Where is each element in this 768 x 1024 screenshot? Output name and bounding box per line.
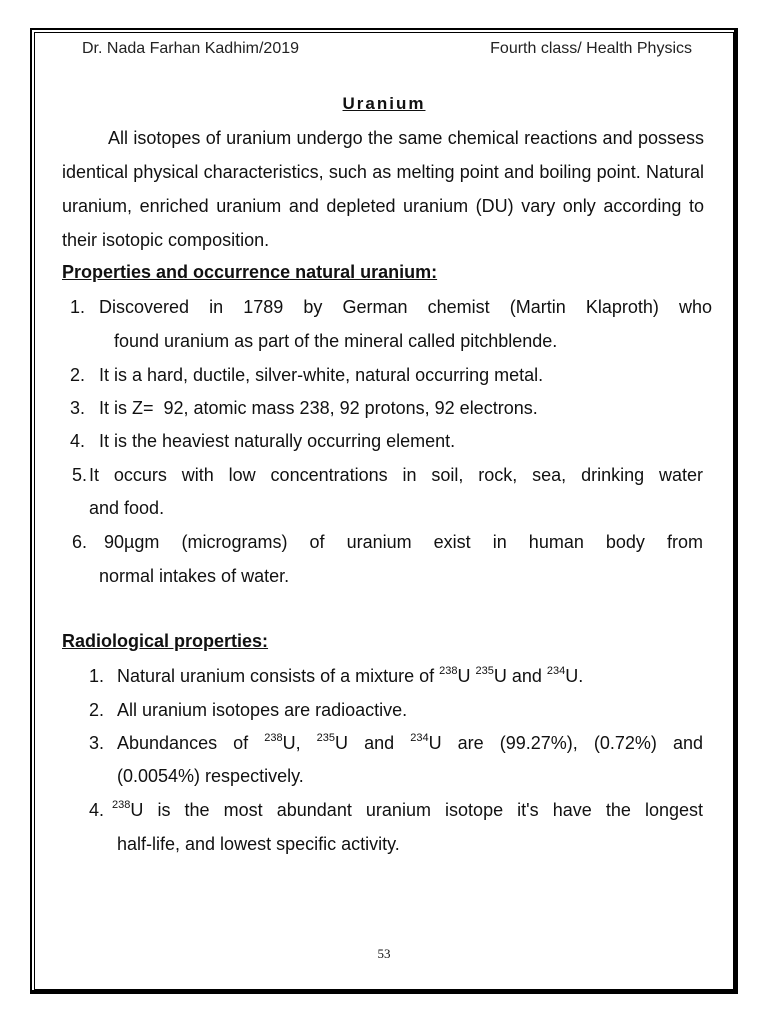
page-border-shadow-right (734, 28, 738, 994)
list-item-text: It is a hard, ductile, silver-white, natural occurring metal. (99, 365, 544, 385)
list-item-text: It is Z= 92, atomic mass 238, 92 protons, 92 electrons. (99, 398, 538, 418)
header-course: Fourth class/ Health Physics (490, 40, 692, 57)
page-number: 53 (377, 946, 391, 961)
list-item-number: 2. (70, 365, 86, 385)
list-item-number: 4. (89, 800, 105, 820)
section-heading-properties: Properties and occurrence natural uranium: (62, 262, 438, 282)
list-item-text-cont: and food. (89, 498, 165, 518)
list-item-number: 6. (72, 532, 88, 552)
list-item-number: 1. (70, 297, 86, 317)
list-item-text-cont: half-life, and lowest specific activity. (117, 834, 400, 854)
list-item-text-cont: (0.0054%) respectively. (117, 766, 304, 786)
list-item-number: 2. (89, 700, 105, 720)
list-item-number: 5. (72, 465, 88, 485)
list-item-text: Discovered in 1789 by German chemist (Martin Klaproth) who (99, 297, 712, 317)
list-item-text: It is the heaviest naturally occurring element. (99, 431, 456, 451)
list-item-text-cont: found uranium as part of the mineral called pitchblende. (114, 331, 558, 351)
list-item-text: Natural uranium consists of a mixture of $^{238}$U $^{235}$U and $^{234}$U. (117, 665, 584, 686)
list-item-number: 3. (70, 398, 86, 418)
list-item-text: Abundances of $^{238}$U, $^{235}$U and $^{234}$U are (99.27%), (0.72%) and (117, 732, 703, 753)
header-author: Dr. Nada Farhan Kadhim/2019 (82, 40, 300, 57)
list-item-number: 4. (70, 431, 86, 451)
page-header (82, 40, 692, 62)
list-item-text-cont: normal intakes of water. (99, 566, 290, 586)
list-item-number: 3. (89, 733, 105, 753)
page-border-shadow-bottom (30, 990, 738, 994)
list-item-text: $^{238}$U is the most abundant uranium isotope it's have the longest (112, 799, 703, 820)
page-title: Uranium (342, 94, 426, 113)
list-item-text: All uranium isotopes are radioactive. (117, 700, 408, 720)
list-item-text: It occurs with low concentrations in soil, rock, sea, drinking water (89, 465, 703, 485)
intro-text: All isotopes of uranium undergo the same chemical reactions and possess identical physical characteristics, such as melting point and boiling point. Natural uranium, enriched uranium and depleted uranium (DU) vary only according to their isotopic composition. (62, 128, 704, 250)
list-item-text: 90µgm (micrograms) of uranium exist in human body from (104, 532, 703, 552)
section-heading-radiological: Radiological properties: (62, 631, 269, 651)
intro-paragraph (62, 121, 704, 257)
list-item-number: 1. (89, 666, 105, 686)
